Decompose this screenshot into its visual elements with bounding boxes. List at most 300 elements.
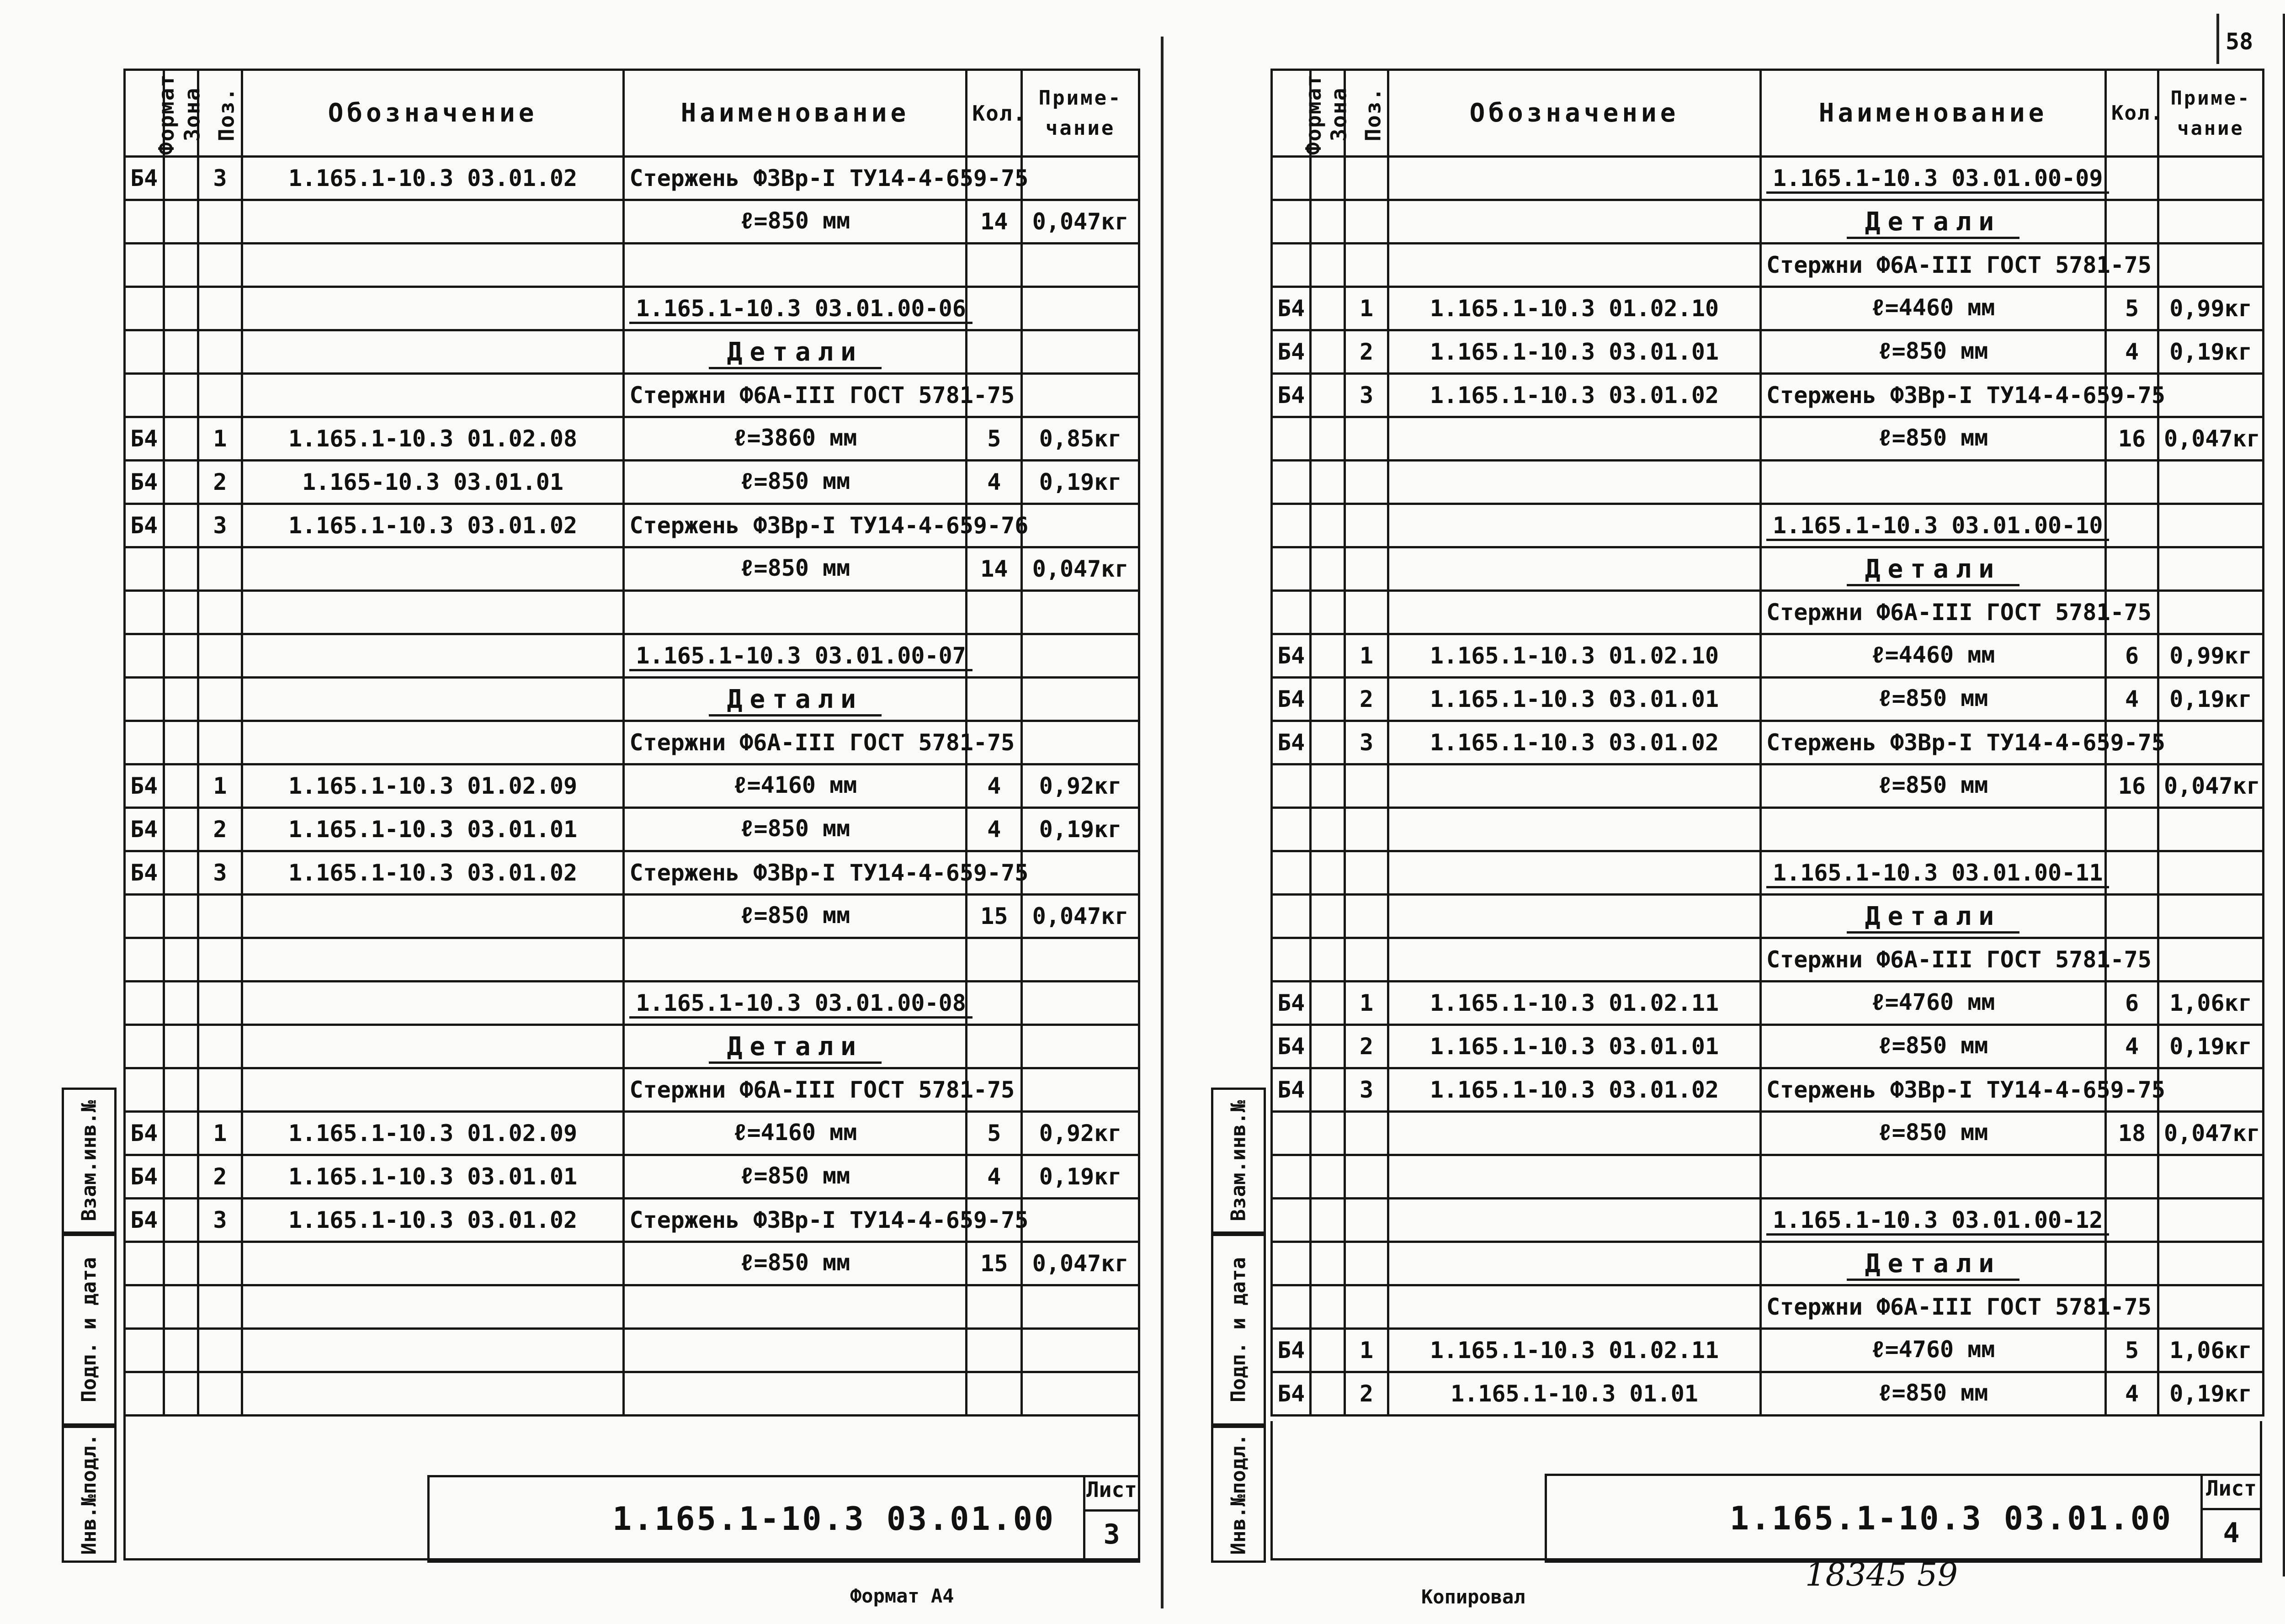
col-name: Наименование: [624, 70, 967, 157]
cell-note: 1,06кг: [2158, 1329, 2264, 1372]
cell-name: ℓ=850 мм: [1761, 417, 2106, 461]
cell-name: Стержень Ф3Вр-I ТУ14-4-659-75: [624, 851, 967, 895]
cell-note: [2158, 157, 2264, 200]
cell-designation: 1.165.1-10.3 03.01.02: [242, 504, 624, 547]
cell-note: [1022, 374, 1139, 417]
cell-name: Стержень Ф3Вр-I ТУ14-4-659-75: [1761, 1068, 2106, 1112]
section-title-text: Детали: [1847, 207, 2019, 239]
section-code: [624, 287, 967, 330]
table-row: [1272, 938, 2264, 982]
cell-format: Б4: [125, 1112, 164, 1155]
cell-name: [1761, 808, 2106, 851]
cell-note: [2158, 721, 2264, 764]
cell-pos: [1345, 851, 1388, 895]
cell-designation: [1388, 895, 1761, 938]
cell-format: [125, 1068, 164, 1112]
cell-pos: 1: [198, 417, 242, 461]
cell-format: [1272, 764, 1311, 808]
cell-name: Стержни Ф6А-III ГОСТ 5781-75: [1761, 244, 2106, 287]
cell-pos: [198, 200, 242, 244]
cell-zone: [1311, 1068, 1345, 1112]
cell-zone: [1311, 851, 1345, 895]
cell-zone: [164, 287, 198, 330]
cell-qty: 4: [967, 461, 1022, 504]
cell-designation: [242, 1068, 624, 1112]
cell-name: ℓ=4160 мм: [624, 764, 967, 808]
cell-designation: 1.165.1-10.3 01.02.09: [242, 1112, 624, 1155]
sheet-number-left: 3: [1103, 1518, 1120, 1550]
cell-name: ℓ=850 мм: [1761, 678, 2106, 721]
table-row: [1272, 895, 2264, 938]
cell-qty: 14: [967, 547, 1022, 591]
table-row: [125, 504, 1139, 547]
col-note: Приме- чание: [2158, 70, 2264, 157]
cell-zone: [1311, 938, 1345, 982]
cell-pos: 2: [1345, 330, 1388, 374]
center-fold: [1161, 37, 1164, 1608]
cell-format: Б4: [1272, 1329, 1311, 1372]
cell-pos: [1345, 157, 1388, 200]
cell-format: Б4: [125, 851, 164, 895]
table-row: [125, 938, 1139, 982]
cell-designation: 1.165.1-10.3 03.01.01: [1388, 678, 1761, 721]
cell-format: [125, 244, 164, 287]
cell-zone: [164, 374, 198, 417]
table-row: [1272, 851, 2264, 895]
cell-qty: [2106, 461, 2158, 504]
cell-pos: [1345, 764, 1388, 808]
section-code: [624, 982, 967, 1025]
table-row: [1272, 591, 2264, 634]
section-code-text: 1.165.1-10.3 03.01.00-11: [1766, 860, 2109, 888]
cell-designation: 1.165.1-10.3 03.01.02: [242, 157, 624, 200]
cell-format: [1272, 1285, 1311, 1329]
section-code-text: 1.165.1-10.3 03.01.00-08: [629, 990, 972, 1019]
cell-qty: [967, 1329, 1022, 1372]
cell-qty: [967, 1025, 1022, 1068]
label-inv-sub: Взам.инв.№: [1227, 1100, 1250, 1221]
cell-note: 0,047кг: [1022, 895, 1139, 938]
cell-note: [2158, 244, 2264, 287]
cell-zone: [164, 1199, 198, 1242]
cell-format: [125, 1242, 164, 1285]
cell-zone: [1311, 895, 1345, 938]
cell-note: 0,85кг: [1022, 417, 1139, 461]
table-row: [1272, 374, 2264, 417]
cell-format: Б4: [1272, 634, 1311, 678]
col-note: Приме- чание: [1022, 70, 1139, 157]
cell-qty: [2106, 808, 2158, 851]
cell-qty: 4: [967, 764, 1022, 808]
cell-note: 0,19кг: [1022, 808, 1139, 851]
cell-pos: [198, 721, 242, 764]
cell-zone: [164, 1112, 198, 1155]
cell-pos: [198, 330, 242, 374]
cell-note: [1022, 1025, 1139, 1068]
table-row: [125, 1329, 1139, 1372]
cell-designation: 1.165.1-10.3 03.01.02: [242, 851, 624, 895]
cell-name: ℓ=4460 мм: [1761, 634, 2106, 678]
cell-format: Б4: [125, 764, 164, 808]
cell-format: [125, 634, 164, 678]
cell-designation: 1.165.1-10.3 03.01.02: [1388, 1068, 1761, 1112]
cell-zone: [164, 330, 198, 374]
cell-pos: 2: [1345, 1025, 1388, 1068]
section-title: [1761, 895, 2106, 938]
cell-pos: 1: [198, 1112, 242, 1155]
cell-designation: [242, 895, 624, 938]
cell-pos: 2: [198, 808, 242, 851]
cell-note: [2158, 547, 2264, 591]
table-row: [125, 1112, 1139, 1155]
table-header: [1272, 70, 2264, 157]
table-row: [125, 287, 1139, 330]
cell-pos: [198, 634, 242, 678]
cell-designation: 1.165.1-10.3 03.01.02: [1388, 721, 1761, 764]
cell-pos: [1345, 1242, 1388, 1285]
cell-zone: [164, 982, 198, 1025]
cell-qty: [2106, 200, 2158, 244]
side-strip-right: [1211, 1088, 1266, 1563]
cell-note: [2158, 591, 2264, 634]
cell-designation: 1.165.1-10.3 01.02.10: [1388, 287, 1761, 330]
table-row: [125, 330, 1139, 374]
cell-pos: [198, 1285, 242, 1329]
cell-pos: [1345, 504, 1388, 547]
cell-pos: [198, 244, 242, 287]
cell-designation: 1.165.1-10.3 01.01: [1388, 1372, 1761, 1416]
cell-note: 0,19кг: [2158, 678, 2264, 721]
table-row: [125, 808, 1139, 851]
cell-note: [1022, 1068, 1139, 1112]
table-row: [125, 1285, 1139, 1329]
cell-pos: 2: [198, 461, 242, 504]
table-row: [125, 547, 1139, 591]
cell-note: [2158, 200, 2264, 244]
cell-pos: 3: [198, 851, 242, 895]
section-code-text: 1.165.1-10.3 03.01.00-12: [1766, 1207, 2109, 1236]
sheet-label-left: Лист: [1085, 1477, 1138, 1512]
cell-pos: [1345, 895, 1388, 938]
cell-note: [1022, 504, 1139, 547]
cell-designation: 1.165.1-10.3 03.01.02: [242, 1199, 624, 1242]
cell-zone: [1311, 1242, 1345, 1285]
cell-zone: [1311, 547, 1345, 591]
corner-mark: [2216, 14, 2219, 64]
footer-format: Формат А4: [850, 1585, 954, 1607]
table-row: [1272, 461, 2264, 504]
table-row: [125, 851, 1139, 895]
table-row: [1272, 1112, 2264, 1155]
table-row: [125, 1068, 1139, 1112]
cell-note: [1022, 244, 1139, 287]
cell-zone: [1311, 504, 1345, 547]
cell-designation: [242, 678, 624, 721]
section-title-text: Детали: [709, 685, 882, 716]
cell-designation: [242, 287, 624, 330]
cell-note: 0,047кг: [1022, 1242, 1139, 1285]
cell-format: [125, 1372, 164, 1416]
cell-designation: 1.165.1-10.3 03.01.01: [1388, 330, 1761, 374]
cell-pos: 1: [1345, 1329, 1388, 1372]
cell-format: [125, 895, 164, 938]
cell-zone: [1311, 330, 1345, 374]
cell-zone: [1311, 1112, 1345, 1155]
cell-qty: [967, 982, 1022, 1025]
cell-pos: [1345, 547, 1388, 591]
cell-designation: [242, 374, 624, 417]
cell-zone: [1311, 1199, 1345, 1242]
section-code-text: 1.165.1-10.3 03.01.00-10: [1766, 512, 2109, 541]
section-title-text: Детали: [709, 337, 882, 369]
cell-name: ℓ=850 мм: [624, 1242, 967, 1285]
cell-format: [125, 938, 164, 982]
cell-name: Стержни Ф6А-III ГОСТ 5781-75: [1761, 1285, 2106, 1329]
cell-note: [1022, 287, 1139, 330]
col-designation: Обозначение: [1388, 70, 1761, 157]
table-row: [125, 417, 1139, 461]
cell-format: [1272, 1155, 1311, 1199]
cell-zone: [164, 1155, 198, 1199]
table-row: [125, 200, 1139, 244]
side-strip-left: [62, 1088, 117, 1563]
cell-name: ℓ=850 мм: [624, 808, 967, 851]
cell-zone: [164, 504, 198, 547]
cell-name: [624, 591, 967, 634]
cell-zone: [164, 200, 198, 244]
cell-designation: [1388, 1242, 1761, 1285]
cell-zone: [1311, 1372, 1345, 1416]
cell-designation: [242, 1372, 624, 1416]
cell-name: Стержни Ф6А-III ГОСТ 5781-75: [624, 721, 967, 764]
cell-format: [1272, 547, 1311, 591]
cell-name: ℓ=850 мм: [624, 895, 967, 938]
cell-zone: [1311, 678, 1345, 721]
cell-qty: [2106, 1242, 2158, 1285]
cell-format: Б4: [125, 157, 164, 200]
cell-qty: [967, 287, 1022, 330]
cell-designation: 1.165.1-10.3 01.02.08: [242, 417, 624, 461]
cell-name: ℓ=4760 мм: [1761, 1329, 2106, 1372]
col-qty: Кол.: [967, 70, 1022, 157]
table-row: [1272, 200, 2264, 244]
cell-qty: 18: [2106, 1112, 2158, 1155]
cell-note: [2158, 1068, 2264, 1112]
cell-qty: 4: [2106, 330, 2158, 374]
cell-format: Б4: [1272, 287, 1311, 330]
table-row: [125, 461, 1139, 504]
cell-format: [1272, 1242, 1311, 1285]
cell-qty: [967, 591, 1022, 634]
cell-format: [1272, 851, 1311, 895]
cell-note: 0,99кг: [2158, 634, 2264, 678]
section-code: [624, 634, 967, 678]
cell-format: [125, 591, 164, 634]
cell-format: Б4: [125, 461, 164, 504]
cell-note: [2158, 1155, 2264, 1199]
table-row: [1272, 1329, 2264, 1372]
cell-name: [624, 1285, 967, 1329]
cell-pos: 3: [1345, 721, 1388, 764]
spec-table-left: [123, 69, 1140, 1417]
sheet-cell-left: [1083, 1477, 1138, 1560]
cell-designation: [1388, 200, 1761, 244]
cell-designation: [242, 1329, 624, 1372]
table-row: [125, 764, 1139, 808]
table-row: [1272, 1242, 2264, 1285]
section-title: [1761, 200, 2106, 244]
cell-zone: [164, 938, 198, 982]
cell-zone: [164, 1242, 198, 1285]
cell-designation: 1.165-10.3 03.01.01: [242, 461, 624, 504]
cell-pos: [198, 1372, 242, 1416]
cell-name: ℓ=850 мм: [624, 547, 967, 591]
cell-note: [1022, 1329, 1139, 1372]
cell-designation: 1.165.1-10.3 01.02.10: [1388, 634, 1761, 678]
cell-pos: [1345, 1155, 1388, 1199]
cell-zone: [164, 851, 198, 895]
cell-format: Б4: [1272, 1372, 1311, 1416]
cell-pos: [198, 678, 242, 721]
cell-qty: 16: [2106, 764, 2158, 808]
cell-pos: 2: [1345, 1372, 1388, 1416]
cell-zone: [1311, 1285, 1345, 1329]
cell-pos: [198, 1025, 242, 1068]
cell-pos: 3: [198, 504, 242, 547]
cell-note: [1022, 938, 1139, 982]
cell-note: [2158, 374, 2264, 417]
cell-note: 0,19кг: [2158, 1025, 2264, 1068]
table-row: [125, 244, 1139, 287]
cell-zone: [164, 157, 198, 200]
cell-pos: [1345, 417, 1388, 461]
cell-zone: [164, 417, 198, 461]
cell-zone: [164, 634, 198, 678]
cell-name: [1761, 1155, 2106, 1199]
section-code-text: 1.165.1-10.3 03.01.00-09: [1766, 165, 2109, 194]
cell-qty: 6: [2106, 982, 2158, 1025]
cell-format: Б4: [1272, 721, 1311, 764]
cell-designation: [1388, 764, 1761, 808]
cell-format: [125, 330, 164, 374]
table-row: [1272, 808, 2264, 851]
cell-pos: 1: [1345, 287, 1388, 330]
cell-note: [1022, 330, 1139, 374]
table-row: [125, 895, 1139, 938]
cell-qty: 4: [967, 1155, 1022, 1199]
cell-designation: 1.165.1-10.3 03.01.01: [242, 1155, 624, 1199]
cell-note: [2158, 504, 2264, 547]
cell-qty: [2106, 1199, 2158, 1242]
cell-qty: [967, 1372, 1022, 1416]
cell-pos: [198, 938, 242, 982]
cell-format: [1272, 808, 1311, 851]
cell-pos: [1345, 591, 1388, 634]
cell-designation: 1.165.1-10.3 01.02.11: [1388, 1329, 1761, 1372]
cell-designation: 1.165.1-10.3 03.01.01: [1388, 1025, 1761, 1068]
cell-designation: [1388, 1199, 1761, 1242]
table-row: [125, 591, 1139, 634]
cell-zone: [1311, 244, 1345, 287]
table-row: [125, 982, 1139, 1025]
cell-format: [125, 1329, 164, 1372]
cell-note: [2158, 1285, 2264, 1329]
cell-name: [624, 244, 967, 287]
cell-name: ℓ=850 мм: [1761, 330, 2106, 374]
cell-designation: 1.165.1-10.3 01.02.11: [1388, 982, 1761, 1025]
title-block-left: [427, 1475, 1140, 1563]
cell-qty: [967, 1285, 1022, 1329]
cell-pos: 1: [198, 764, 242, 808]
cell-qty: 14: [967, 200, 1022, 244]
cell-name: [624, 938, 967, 982]
cell-qty: [967, 678, 1022, 721]
table-row: [1272, 157, 2264, 200]
table-row: [1272, 1372, 2264, 1416]
cell-pos: [1345, 1112, 1388, 1155]
cell-pos: [198, 895, 242, 938]
cell-zone: [1311, 591, 1345, 634]
cell-designation: [1388, 938, 1761, 982]
cell-zone: [164, 1068, 198, 1112]
cell-note: [1022, 982, 1139, 1025]
table-row: [1272, 634, 2264, 678]
cell-format: [125, 547, 164, 591]
cell-name: Стержень Ф3Вр-I ТУ14-4-659-75: [1761, 721, 2106, 764]
cell-designation: [242, 1242, 624, 1285]
cell-note: 0,19кг: [1022, 461, 1139, 504]
cell-zone: [1311, 808, 1345, 851]
cell-name: ℓ=4160 мм: [624, 1112, 967, 1155]
table-row: [1272, 330, 2264, 374]
cell-zone: [164, 244, 198, 287]
cell-pos: [198, 547, 242, 591]
cell-zone: [1311, 1025, 1345, 1068]
cell-designation: [1388, 244, 1761, 287]
cell-format: [125, 678, 164, 721]
cell-name: Стержень Ф3Вр-I ТУ14-4-659-75: [624, 157, 967, 200]
label-sign-date: Подп. и дата: [77, 1257, 101, 1402]
cell-name: Стержни Ф6А-III ГОСТ 5781-75: [624, 1068, 967, 1112]
cell-note: [2158, 808, 2264, 851]
cell-zone: [164, 764, 198, 808]
sheet-cell-right: [2200, 1476, 2260, 1560]
cell-note: [1022, 678, 1139, 721]
cell-note: [1022, 157, 1139, 200]
cell-format: [125, 982, 164, 1025]
cell-designation: [1388, 417, 1761, 461]
cell-note: [2158, 461, 2264, 504]
col-name: Наименование: [1761, 70, 2106, 157]
cell-designation: 1.165.1-10.3 03.01.02: [1388, 374, 1761, 417]
cell-format: Б4: [1272, 1025, 1311, 1068]
table-row: [125, 1199, 1139, 1242]
table-row: [1272, 678, 2264, 721]
cell-name: ℓ=850 мм: [624, 461, 967, 504]
right-sheet: [1270, 69, 2262, 1417]
section-title-text: Детали: [709, 1032, 882, 1064]
cell-zone: [164, 1329, 198, 1372]
cell-pos: 1: [1345, 982, 1388, 1025]
cell-designation: [242, 721, 624, 764]
cell-name: Стержни Ф6А-III ГОСТ 5781-75: [1761, 938, 2106, 982]
cell-zone: [1311, 417, 1345, 461]
cell-format: [1272, 938, 1311, 982]
cell-note: [1022, 1372, 1139, 1416]
table-row: [125, 634, 1139, 678]
cell-pos: [1345, 200, 1388, 244]
cell-designation: [242, 547, 624, 591]
